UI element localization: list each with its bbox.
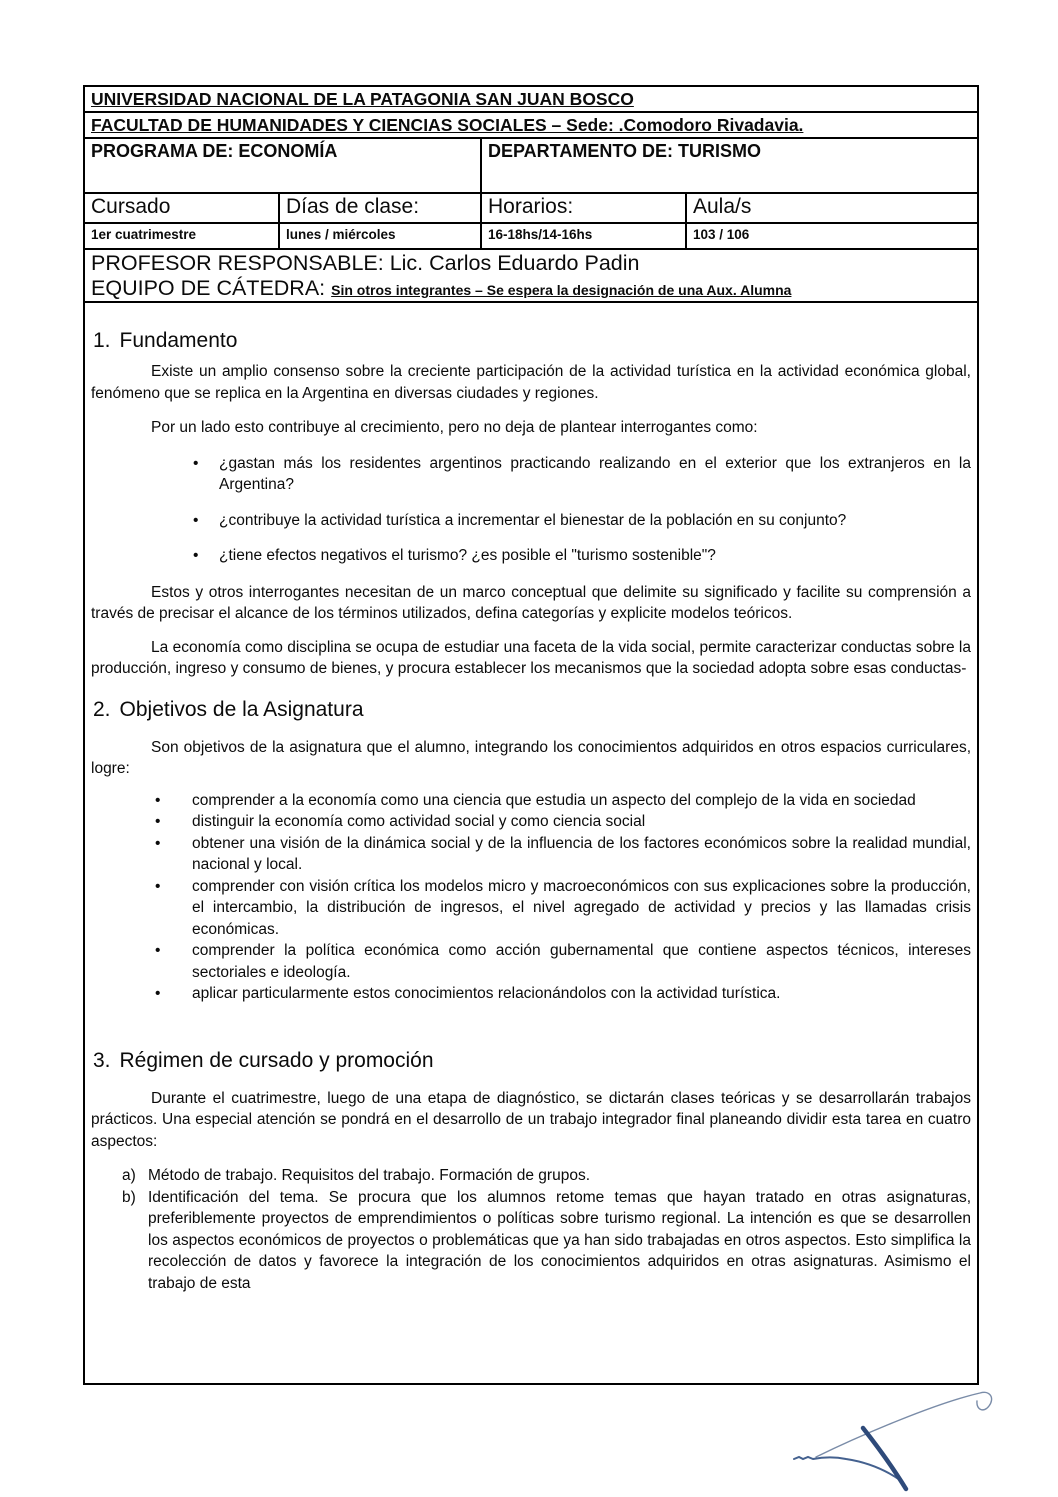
equipo-de-catedra [91, 276, 971, 303]
s1-bullet-list [91, 453, 971, 567]
program-document-frame [83, 85, 979, 1385]
equipo-label: EQUIPO DE CÁTEDRA: [91, 276, 326, 300]
s3-item-b: Identificación del tema. Se procura que los alumnos retome temas que hayan tratado en otras asignaturas, preferiblemente proyectos de emprendimientos o políticas sobre turismo regional. La intención es que se desarrollen los aspectos económicos de proyectos o problemáticas que ya han sido trabajadas en otros aspectos. Esto simplifica la recolección de datos y favorece la integración de los conocimientos adquiridos en otras asignaturas. Asimismo el trabajo de esta [148, 1188, 971, 1292]
s2-bullet-5: comprender la política económica como acción gubernamental que contiene aspectos técnicos, intereses sectoriales e ideología. [192, 942, 971, 981]
bullet-icon: • [193, 454, 199, 472]
s1-paragraph-4: La economía como disciplina se ocupa de estudiar una faceta de la vida social, permite caracterizar conductas sobre la producción, ingreso y consumo de bienes, y procura establecer los mecanismos que la sociedad adopta sobre esas conductas- [91, 638, 971, 677]
section-3-heading [93, 1049, 971, 1073]
section-2-heading [93, 698, 971, 722]
s2-paragraph-1: Son objetivos de la asignatura que el alumno, integrando los conocimientos adquiridos en otros espacios curriculares, logre: [91, 738, 971, 777]
list-item [91, 1187, 971, 1295]
s1-bullet-3: ¿tiene efectos negativos el turismo? ¿es posible el "turismo sostenible"? [219, 547, 716, 564]
list-item [91, 983, 971, 1005]
bullet-icon: • [193, 511, 199, 529]
list-item [91, 510, 971, 532]
s1-paragraph-3: Estos y otros interrogantes necesitan de un marco conceptual que delimite su significado y facilite su comprensión a través de precisar el alcance de los términos utilizados, defina categorías y explicite modelos teóricos. [91, 583, 971, 622]
s1-bullet-1: ¿gastan más los residentes argentinos practicando realizando en el exterior que los extranjeros en la Argentina? [219, 454, 971, 493]
s2-bullet-2: distinguir la economía como actividad social y como ciencia social [192, 813, 646, 830]
bullet-icon: • [155, 834, 161, 852]
signature-mark [786, 1385, 1026, 1497]
horarios-label: Horarios: [482, 194, 687, 222]
cursado-value: 1er cuatrimestre [85, 224, 280, 248]
list-item [91, 940, 971, 983]
s3-paragraph-1: Durante el cuatrimestre, luego de una etapa de diagnóstico, se dictarán clases teóricas y se desarrollarán trabajos prácticos. Una especial atención se pondrá en el desarrollo de un trabajo integrador final planeando dividir esta tarea en cuatro aspectos: [91, 1089, 971, 1150]
dias-de-clase-label: Días de clase: [280, 194, 482, 222]
item-a-label: a) [122, 1167, 136, 1184]
list-item [91, 876, 971, 941]
s1-paragraph-1: Existe un amplio consenso sobre la creciente participación de la actividad turística en la actividad económica global, fenómeno que se replica en la Argentina en diversas ciudades y regiones. [91, 363, 971, 402]
header-row-faculty [85, 113, 977, 139]
header-row-professor [85, 250, 977, 303]
item-b-label: b) [122, 1188, 136, 1206]
equipo-value: Sin otros integrantes – Se espera la designación de una Aux. Alumna [331, 282, 792, 298]
section-1-title: Fundamento [119, 329, 238, 352]
list-item [91, 790, 971, 812]
s1-paragraph-2: Por un lado esto contribuye al crecimiento, pero no deja de plantear interrogantes como: [151, 419, 758, 436]
section-2-number: 2. [93, 697, 111, 721]
header-row-program [85, 139, 977, 194]
list-item [91, 545, 971, 567]
section-2-title: Objetivos de la Asignatura [119, 697, 364, 721]
s2-bullet-3: obtener una visión de la dinámica social y de la influencia de los factores económicos sobre la realidad mundial, nacional y local. [192, 834, 971, 873]
cursado-label: Cursado [85, 194, 280, 222]
bullet-icon: • [155, 985, 161, 1002]
list-item [91, 811, 971, 833]
bullet-icon: • [155, 813, 161, 830]
horarios-value: 16-18hs/14-16hs [482, 224, 687, 248]
bullet-icon: • [155, 877, 161, 895]
programa-cell: PROGRAMA DE: ECONOMÍA [85, 139, 482, 192]
header-row-column-labels [85, 194, 977, 224]
list-item [91, 833, 971, 876]
bullet-icon: • [193, 547, 199, 564]
header-row-university [85, 87, 977, 113]
aula-label: Aula/s [693, 195, 752, 218]
section-1-heading [93, 329, 971, 353]
header-row-column-values [85, 224, 977, 250]
departamento-cell: DEPARTAMENTO DE: TURISMO [488, 141, 761, 161]
s3-item-a: Método de trabajo. Requisitos del trabajo. Formación de grupos. [148, 1167, 590, 1184]
faculty-title: FACULTAD DE HUMANIDADES Y CIENCIAS SOCIALES – Sede: .Comodoro Rivadavia. [91, 115, 804, 135]
university-title: UNIVERSIDAD NACIONAL DE LA PATAGONIA SAN JUAN BOSCO [91, 89, 634, 109]
bullet-icon: • [155, 942, 161, 959]
section-3-number: 3. [93, 1048, 111, 1072]
s2-bullet-4: comprender con visión crítica los modelos micro y macroeconómicos con sus explicaciones sobre la producción, el intercambio, la distribución de ingresos, el nivel agregado de actividad y precios y las llamadas crisis económicas. [192, 877, 971, 938]
s3-lettered-list [91, 1165, 971, 1294]
s2-bullet-6: aplicar particularmente estos conocimientos relacionándolos con la actividad turística. [192, 985, 781, 1002]
section-3-title: Régimen de cursado y promoción [119, 1048, 434, 1072]
section-1-number: 1. [93, 329, 111, 352]
s2-bullet-list [91, 790, 971, 1005]
bullet-icon: • [155, 791, 161, 809]
profesor-responsable: PROFESOR RESPONSABLE: Lic. Carlos Eduardo Padin [91, 251, 640, 275]
list-item [91, 453, 971, 496]
document-body [85, 303, 977, 1383]
aula-value: 103 / 106 [693, 227, 750, 242]
dias-de-clase-value: lunes / miércoles [280, 224, 482, 248]
list-item [91, 1165, 971, 1187]
s1-bullet-2: ¿contribuye la actividad turística a incrementar el bienestar de la población en su conjunto? [219, 511, 847, 529]
s2-bullet-1: comprender a la economía como una ciencia que estudia un aspecto del complejo de la vida en sociedad [192, 791, 916, 809]
